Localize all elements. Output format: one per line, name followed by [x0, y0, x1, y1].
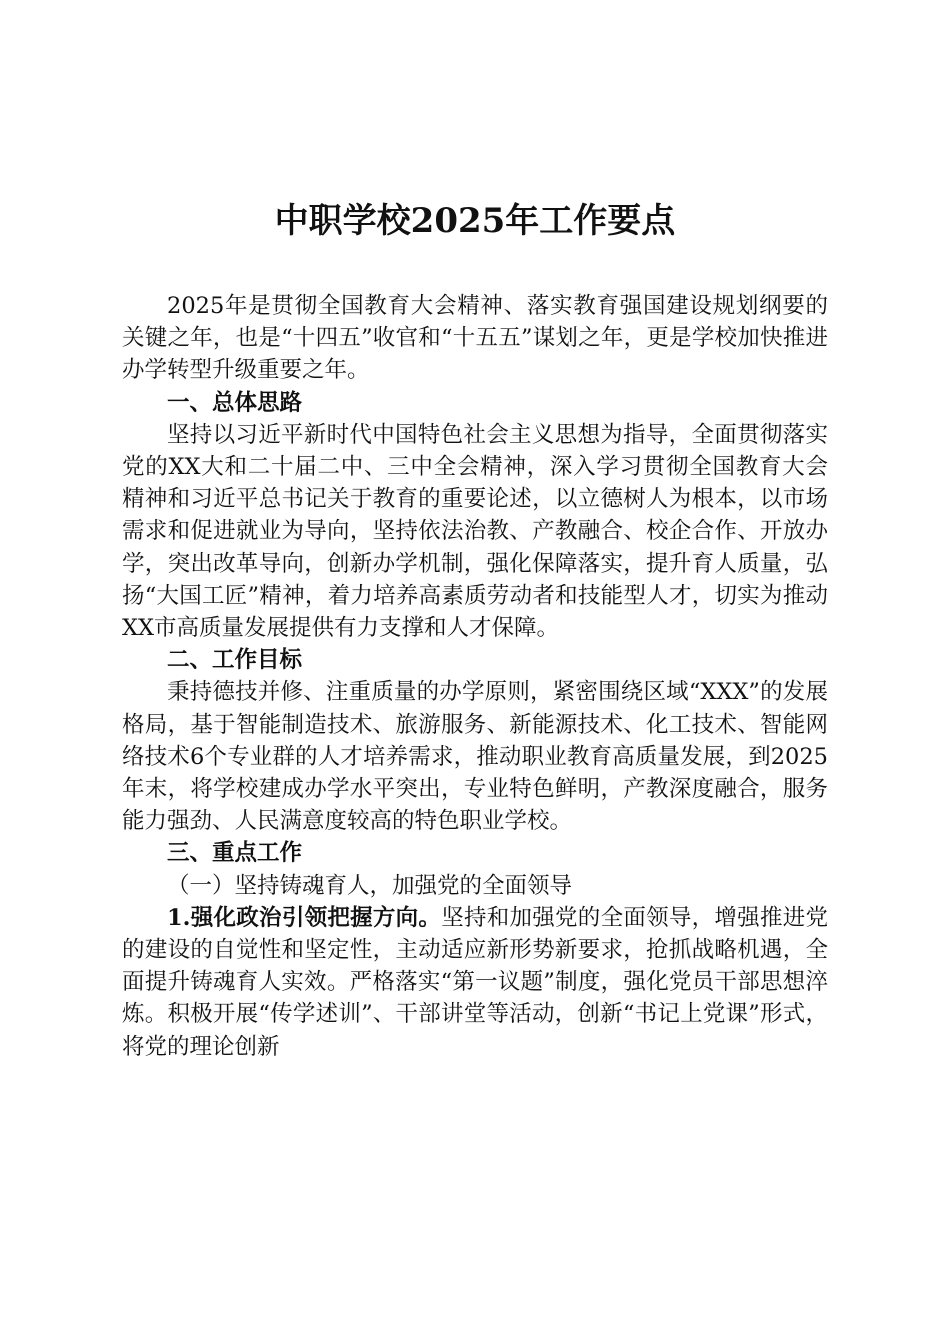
item1-lead: 1.强化政治引领把握方向。	[167, 904, 442, 931]
document-body	[122, 290, 828, 1063]
section2-heading: 二、工作目标	[167, 647, 303, 674]
document-title: 中职学校2025年工作要点	[274, 201, 676, 241]
section1-paragraph: 坚持以习近平新时代中国特色社会主义思想为指导，全面贯彻落实党的XX大和二十届二中、三中全会精神，深入学习贯彻全国教育大会精神和习近平总书记关于教育的重要论述，以立德树人为根本，以市场需求和促进就业为导向，坚持依法治教、产教融合、校企合作、开放办学，突出改革导向，创新办学机制，强化保障落实，提升育人质量，弘扬“大国工匠”精神，着力培养高素质劳动者和技能型人才，切实为推动XX市高质量发展提供有力支撑和人才保障。	[122, 421, 828, 642]
item1-body: 坚持和加强党的全面领导，增强推进党的建设的自觉性和坚定性，主动适应新形势新要求，抢抓战略机遇，全面提升铸魂育人实效。严格落实“第一议题”制度，强化党员干部思想淬炼。积极开展“传学述训”、干部讲堂等活动，创新“书记上党课”形式，将党的理论创新	[122, 904, 828, 1060]
section2-paragraph: 秉持德技并修、注重质量的办学原则，紧密围绕区域“XXX”的发展格局，基于智能制造技术、旅游服务、新能源技术、化工技术、智能网络技术6个专业群的人才培养需求，推动职业教育高质量发展，到2025年末，将学校建成办学水平突出，专业特色鲜明，产教深度融合，服务能力强劲、人民满意度较高的特色职业学校。	[122, 679, 828, 835]
intro-paragraph: 2025年是贯彻全国教育大会精神、落实教育强国建设规划纲要的关键之年，也是“十四五”收官和“十五五”谋划之年，更是学校加快推进办学转型升级重要之年。	[122, 293, 828, 384]
section3-subheading: （一）坚持铸魂育人，加强党的全面领导	[167, 872, 573, 899]
section1-heading: 一、总体思路	[167, 389, 303, 416]
item1-paragraph	[122, 902, 828, 1063]
section3-heading: 三、重点工作	[167, 840, 303, 867]
